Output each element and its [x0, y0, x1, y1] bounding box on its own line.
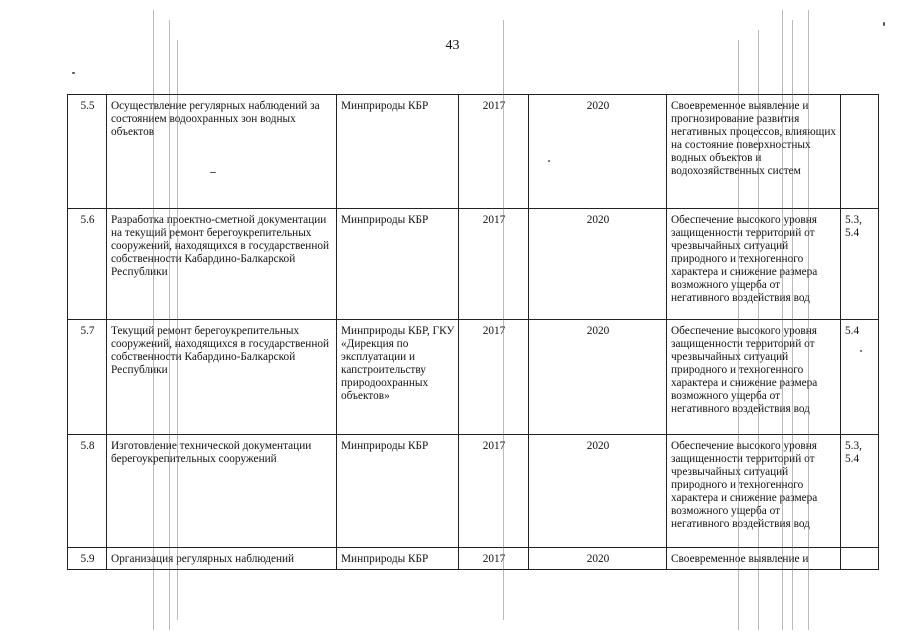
table-row [68, 435, 879, 548]
row-number: 5.5 [68, 95, 107, 209]
end-year-cell: 2020 [529, 209, 667, 320]
activity-cell: Разработка проектно-сметной документации на текущий ремонт берегоукрепительных сооружений, находящихся в государственной собственности Кабардино-Балкарской Республики [107, 209, 337, 320]
scan-speck [883, 22, 885, 26]
result-cell: Своевременное выявление и прогнозирование развития негативных процессов, влияющих на состояние поверхностных водных объектов и водохозяйственных систем [667, 95, 841, 209]
executor-cell: Минприроды КБР [337, 209, 459, 320]
reference-cell: 5.3, 5.4 [841, 435, 879, 548]
table-row [68, 548, 879, 570]
table-row [68, 320, 879, 435]
row-number: 5.8 [68, 435, 107, 548]
scan-speck [860, 350, 862, 352]
start-year-cell: 2017 [459, 95, 529, 209]
result-cell: Своевременное выявление и [667, 548, 841, 570]
executor-cell: Минприроды КБР, ГКУ «Дирекция по эксплуатации и капстроительству природоохранных объектов» [337, 320, 459, 435]
end-year-cell: 2020 [529, 435, 667, 548]
start-year-cell: 2017 [459, 320, 529, 435]
reference-cell [841, 548, 879, 570]
scan-speck [548, 160, 550, 162]
scan-streak [177, 40, 178, 620]
scan-streak [808, 10, 809, 630]
scan-streak [153, 10, 154, 630]
row-number: 5.9 [68, 548, 107, 570]
start-year-cell: 2017 [459, 548, 529, 570]
start-year-cell: 2017 [459, 209, 529, 320]
activity-cell: Осуществление регулярных наблюдений за состоянием водоохранных зон водных объектов [107, 95, 337, 209]
result-cell: Обеспечение высокого уровня защищенности территорий от чрезвычайных ситуаций природного и техногенного характера и снижение размера возможного ущерба от негативного воздействия вод [667, 320, 841, 435]
table-row [68, 95, 879, 209]
reference-cell: 5.4 [841, 320, 879, 435]
page-number: 43 [445, 38, 460, 53]
activity-cell: Организация регулярных наблюдений [107, 548, 337, 570]
result-cell: Обеспечение высокого уровня защищенности территорий от чрезвычайных ситуаций природного и техногенного характера и снижение размера возможного ущерба от негативного воздействия вод [667, 209, 841, 320]
scan-streak [169, 20, 170, 630]
activity-cell: Текущий ремонт берегоукрепительных сооружений, находящихся в государственной собственности Кабардино-Балкарской Республики [107, 320, 337, 435]
row-number: 5.6 [68, 209, 107, 320]
start-year-cell: 2017 [459, 435, 529, 548]
executor-cell: Минприроды КБР [337, 95, 459, 209]
end-year-cell: 2020 [529, 320, 667, 435]
executor-cell: Минприроды КБР [337, 435, 459, 548]
result-cell: Обеспечение высокого уровня защищенности территорий от чрезвычайных ситуаций природного и техногенного характера и снижение размера возможного ущерба от негативного воздействия вод [667, 435, 841, 548]
scan-streak [503, 20, 504, 620]
table-row [68, 209, 879, 320]
reference-cell: 5.3, 5.4 [841, 209, 879, 320]
activity-cell: Изготовление технической документации берегоукрепительных сооружений [107, 435, 337, 548]
scan-streak [782, 10, 783, 630]
scan-speck [210, 172, 216, 173]
end-year-cell: 2020 [529, 95, 667, 209]
executor-cell: Минприроды КБР [337, 548, 459, 570]
scan-streak [792, 20, 793, 630]
scan-streak [758, 30, 759, 630]
scan-speck [72, 72, 75, 74]
row-number: 5.7 [68, 320, 107, 435]
scan-streak [738, 40, 739, 630]
end-year-cell: 2020 [529, 548, 667, 570]
reference-cell [841, 95, 879, 209]
